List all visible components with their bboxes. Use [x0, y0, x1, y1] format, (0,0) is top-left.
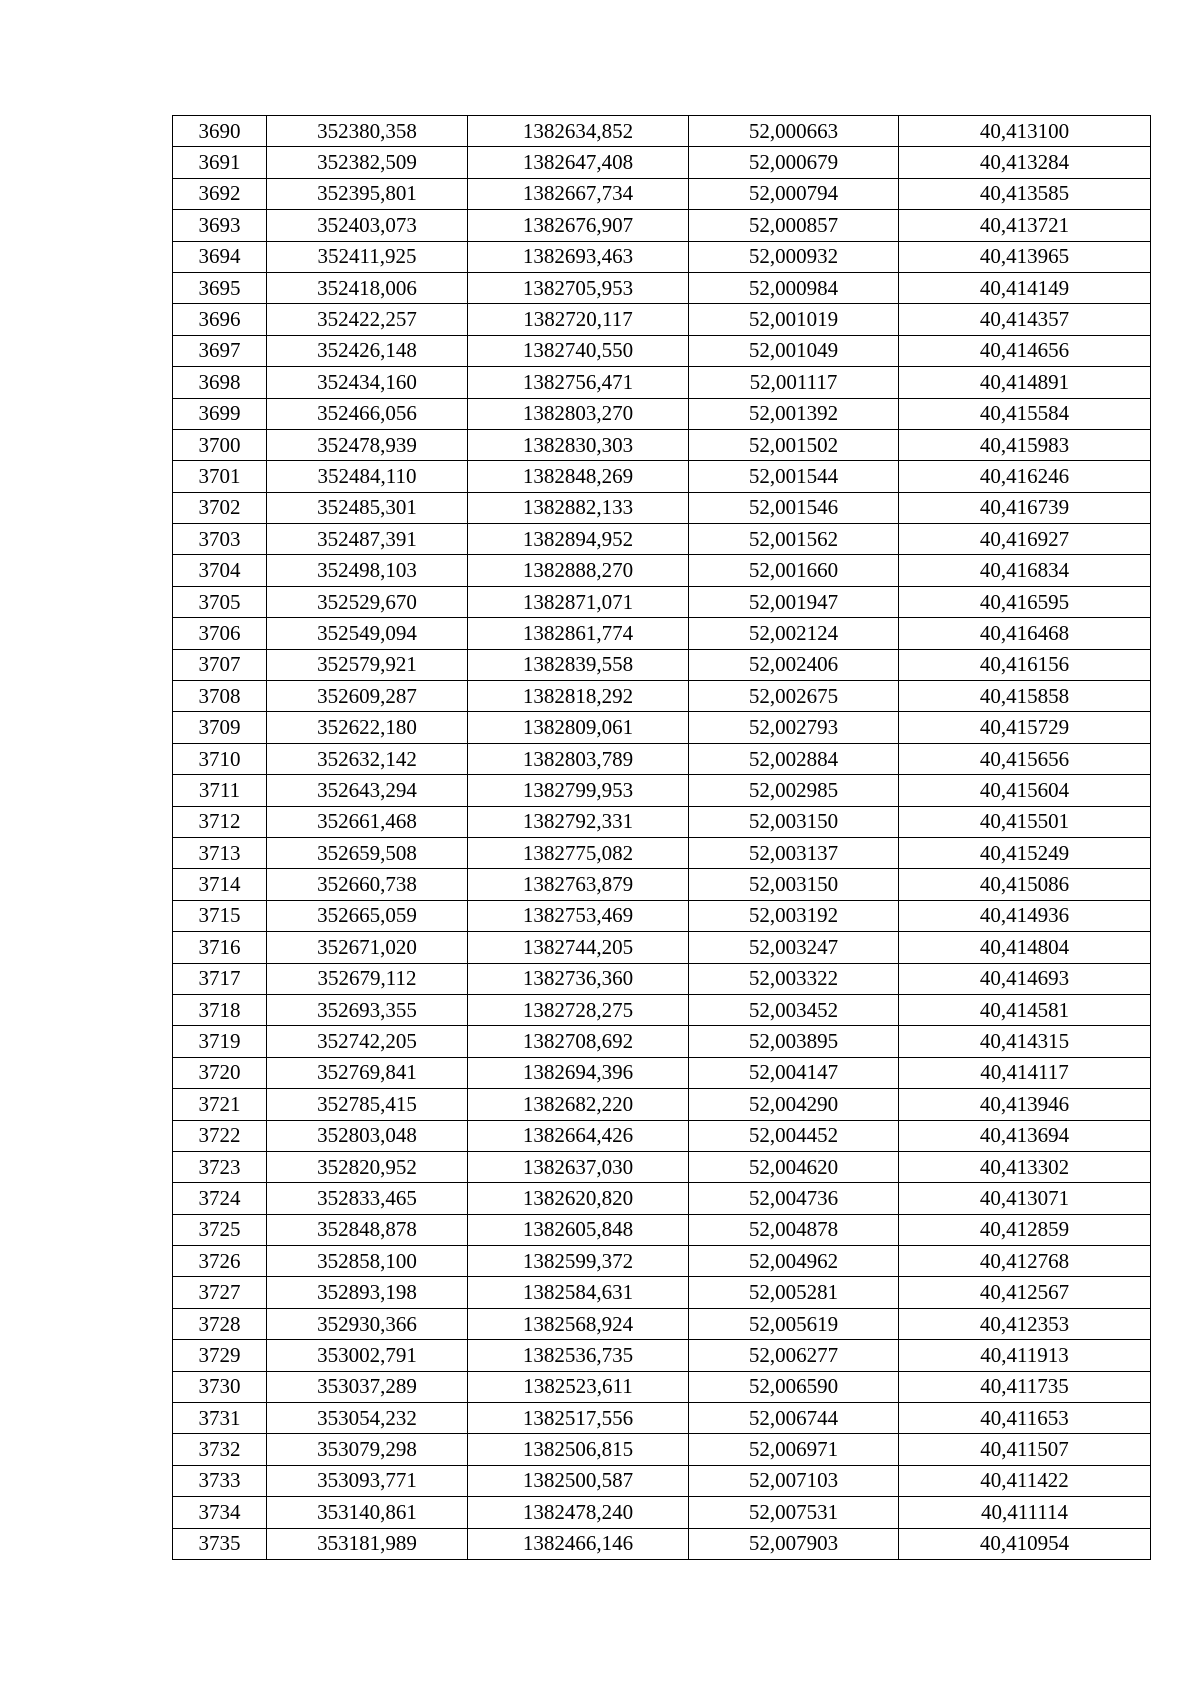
table-row — [173, 743, 1151, 774]
y-coordinate-cell: 1382647,408 — [468, 147, 689, 178]
latitude-cell: 52,003137 — [689, 837, 899, 868]
table-row — [173, 1183, 1151, 1214]
y-coordinate-cell: 1382756,471 — [468, 367, 689, 398]
table-row — [173, 272, 1151, 303]
latitude-cell: 52,000932 — [689, 241, 899, 272]
point-number-cell: 3705 — [173, 586, 267, 617]
y-coordinate-cell: 1382720,117 — [468, 304, 689, 335]
point-number-cell: 3699 — [173, 398, 267, 429]
y-coordinate-cell: 1382664,426 — [468, 1120, 689, 1151]
table-row — [173, 586, 1151, 617]
x-coordinate-cell: 353002,791 — [267, 1340, 468, 1371]
latitude-cell: 52,004290 — [689, 1089, 899, 1120]
point-number-cell: 3701 — [173, 461, 267, 492]
y-coordinate-cell: 1382894,952 — [468, 524, 689, 555]
table-row — [173, 900, 1151, 931]
table-row — [173, 1403, 1151, 1434]
point-number-cell: 3704 — [173, 555, 267, 586]
table-row — [173, 1057, 1151, 1088]
point-number-cell: 3700 — [173, 429, 267, 460]
table-row — [173, 1465, 1151, 1496]
table-row — [173, 1434, 1151, 1465]
y-coordinate-cell: 1382763,879 — [468, 869, 689, 900]
longitude-cell: 40,414656 — [899, 335, 1151, 366]
y-coordinate-cell: 1382803,270 — [468, 398, 689, 429]
point-number-cell: 3694 — [173, 241, 267, 272]
latitude-cell: 52,002884 — [689, 743, 899, 774]
point-number-cell: 3690 — [173, 116, 267, 147]
longitude-cell: 40,411114 — [899, 1497, 1151, 1528]
table-row — [173, 429, 1151, 460]
table-row — [173, 806, 1151, 837]
table-row — [173, 1528, 1151, 1559]
longitude-cell: 40,413965 — [899, 241, 1151, 272]
latitude-cell: 52,007903 — [689, 1528, 899, 1559]
longitude-cell: 40,415501 — [899, 806, 1151, 837]
longitude-cell: 40,413071 — [899, 1183, 1151, 1214]
x-coordinate-cell: 352742,205 — [267, 1026, 468, 1057]
latitude-cell: 52,001660 — [689, 555, 899, 586]
longitude-cell: 40,411422 — [899, 1465, 1151, 1496]
x-coordinate-cell: 353079,298 — [267, 1434, 468, 1465]
point-number-cell: 3693 — [173, 210, 267, 241]
y-coordinate-cell: 1382676,907 — [468, 210, 689, 241]
x-coordinate-cell: 352930,366 — [267, 1308, 468, 1339]
longitude-cell: 40,411507 — [899, 1434, 1151, 1465]
longitude-cell: 40,414693 — [899, 963, 1151, 994]
longitude-cell: 40,411913 — [899, 1340, 1151, 1371]
y-coordinate-cell: 1382568,924 — [468, 1308, 689, 1339]
x-coordinate-cell: 352643,294 — [267, 775, 468, 806]
point-number-cell: 3729 — [173, 1340, 267, 1371]
x-coordinate-cell: 352418,006 — [267, 272, 468, 303]
latitude-cell: 52,001562 — [689, 524, 899, 555]
latitude-cell: 52,001117 — [689, 367, 899, 398]
x-coordinate-cell: 352893,198 — [267, 1277, 468, 1308]
x-coordinate-cell: 352434,160 — [267, 367, 468, 398]
x-coordinate-cell: 352609,287 — [267, 681, 468, 712]
point-number-cell: 3717 — [173, 963, 267, 994]
x-coordinate-cell: 352858,100 — [267, 1246, 468, 1277]
x-coordinate-cell: 352380,358 — [267, 116, 468, 147]
longitude-cell: 40,415584 — [899, 398, 1151, 429]
table-row — [173, 837, 1151, 868]
latitude-cell: 52,001502 — [689, 429, 899, 460]
latitude-cell: 52,003192 — [689, 900, 899, 931]
y-coordinate-cell: 1382830,303 — [468, 429, 689, 460]
table-row — [173, 1214, 1151, 1245]
latitude-cell: 52,001546 — [689, 492, 899, 523]
point-number-cell: 3718 — [173, 994, 267, 1025]
y-coordinate-cell: 1382517,556 — [468, 1403, 689, 1434]
longitude-cell: 40,416834 — [899, 555, 1151, 586]
longitude-cell: 40,415249 — [899, 837, 1151, 868]
y-coordinate-cell: 1382861,774 — [468, 618, 689, 649]
point-number-cell: 3731 — [173, 1403, 267, 1434]
x-coordinate-cell: 353181,989 — [267, 1528, 468, 1559]
table-row — [173, 335, 1151, 366]
latitude-cell: 52,000857 — [689, 210, 899, 241]
table-row — [173, 461, 1151, 492]
longitude-cell: 40,413721 — [899, 210, 1151, 241]
table-row — [173, 712, 1151, 743]
x-coordinate-cell: 352769,841 — [267, 1057, 468, 1088]
latitude-cell: 52,003150 — [689, 806, 899, 837]
point-number-cell: 3695 — [173, 272, 267, 303]
point-number-cell: 3734 — [173, 1497, 267, 1528]
longitude-cell: 40,414357 — [899, 304, 1151, 335]
longitude-cell: 40,411735 — [899, 1371, 1151, 1402]
point-number-cell: 3733 — [173, 1465, 267, 1496]
x-coordinate-cell: 352579,921 — [267, 649, 468, 680]
x-coordinate-cell: 352693,355 — [267, 994, 468, 1025]
latitude-cell: 52,002124 — [689, 618, 899, 649]
y-coordinate-cell: 1382466,146 — [468, 1528, 689, 1559]
point-number-cell: 3707 — [173, 649, 267, 680]
y-coordinate-cell: 1382775,082 — [468, 837, 689, 868]
point-number-cell: 3708 — [173, 681, 267, 712]
table-row — [173, 1026, 1151, 1057]
x-coordinate-cell: 352622,180 — [267, 712, 468, 743]
point-number-cell: 3714 — [173, 869, 267, 900]
longitude-cell: 40,415604 — [899, 775, 1151, 806]
latitude-cell: 52,001019 — [689, 304, 899, 335]
y-coordinate-cell: 1382605,848 — [468, 1214, 689, 1245]
latitude-cell: 52,001947 — [689, 586, 899, 617]
latitude-cell: 52,001392 — [689, 398, 899, 429]
point-number-cell: 3712 — [173, 806, 267, 837]
point-number-cell: 3725 — [173, 1214, 267, 1245]
longitude-cell: 40,416927 — [899, 524, 1151, 555]
x-coordinate-cell: 352426,148 — [267, 335, 468, 366]
point-number-cell: 3719 — [173, 1026, 267, 1057]
table-row — [173, 116, 1151, 147]
table-row — [173, 304, 1151, 335]
latitude-cell: 52,000984 — [689, 272, 899, 303]
y-coordinate-cell: 1382536,735 — [468, 1340, 689, 1371]
longitude-cell: 40,413585 — [899, 178, 1151, 209]
x-coordinate-cell: 352785,415 — [267, 1089, 468, 1120]
x-coordinate-cell: 352665,059 — [267, 900, 468, 931]
x-coordinate-cell: 352382,509 — [267, 147, 468, 178]
y-coordinate-cell: 1382667,734 — [468, 178, 689, 209]
point-number-cell: 3728 — [173, 1308, 267, 1339]
longitude-cell: 40,415656 — [899, 743, 1151, 774]
latitude-cell: 52,000663 — [689, 116, 899, 147]
table-row — [173, 1497, 1151, 1528]
x-coordinate-cell: 352478,939 — [267, 429, 468, 460]
longitude-cell: 40,412567 — [899, 1277, 1151, 1308]
longitude-cell: 40,412353 — [899, 1308, 1151, 1339]
table-row — [173, 1340, 1151, 1371]
y-coordinate-cell: 1382818,292 — [468, 681, 689, 712]
longitude-cell: 40,416739 — [899, 492, 1151, 523]
coordinate-table-body — [173, 116, 1151, 1560]
y-coordinate-cell: 1382506,815 — [468, 1434, 689, 1465]
x-coordinate-cell: 353093,771 — [267, 1465, 468, 1496]
point-number-cell: 3722 — [173, 1120, 267, 1151]
table-row — [173, 681, 1151, 712]
x-coordinate-cell: 352484,110 — [267, 461, 468, 492]
latitude-cell: 52,000679 — [689, 147, 899, 178]
table-row — [173, 1120, 1151, 1151]
point-number-cell: 3698 — [173, 367, 267, 398]
y-coordinate-cell: 1382792,331 — [468, 806, 689, 837]
table-row — [173, 367, 1151, 398]
longitude-cell: 40,411653 — [899, 1403, 1151, 1434]
point-number-cell: 3709 — [173, 712, 267, 743]
x-coordinate-cell: 352422,257 — [267, 304, 468, 335]
x-coordinate-cell: 352679,112 — [267, 963, 468, 994]
x-coordinate-cell: 352659,508 — [267, 837, 468, 868]
point-number-cell: 3726 — [173, 1246, 267, 1277]
point-number-cell: 3706 — [173, 618, 267, 649]
latitude-cell: 52,002406 — [689, 649, 899, 680]
y-coordinate-cell: 1382584,631 — [468, 1277, 689, 1308]
longitude-cell: 40,415729 — [899, 712, 1151, 743]
x-coordinate-cell: 352485,301 — [267, 492, 468, 523]
x-coordinate-cell: 353140,861 — [267, 1497, 468, 1528]
y-coordinate-cell: 1382694,396 — [468, 1057, 689, 1088]
x-coordinate-cell: 352803,048 — [267, 1120, 468, 1151]
x-coordinate-cell: 352395,801 — [267, 178, 468, 209]
latitude-cell: 52,000794 — [689, 178, 899, 209]
y-coordinate-cell: 1382478,240 — [468, 1497, 689, 1528]
x-coordinate-cell: 353054,232 — [267, 1403, 468, 1434]
table-row — [173, 241, 1151, 272]
x-coordinate-cell: 352529,670 — [267, 586, 468, 617]
longitude-cell: 40,416156 — [899, 649, 1151, 680]
point-number-cell: 3735 — [173, 1528, 267, 1559]
y-coordinate-cell: 1382728,275 — [468, 994, 689, 1025]
x-coordinate-cell: 352671,020 — [267, 932, 468, 963]
point-number-cell: 3692 — [173, 178, 267, 209]
table-row — [173, 178, 1151, 209]
x-coordinate-cell: 352549,094 — [267, 618, 468, 649]
longitude-cell: 40,414149 — [899, 272, 1151, 303]
latitude-cell: 52,004962 — [689, 1246, 899, 1277]
longitude-cell: 40,416246 — [899, 461, 1151, 492]
latitude-cell: 52,004878 — [689, 1214, 899, 1245]
y-coordinate-cell: 1382871,071 — [468, 586, 689, 617]
latitude-cell: 52,005619 — [689, 1308, 899, 1339]
table-row — [173, 1246, 1151, 1277]
longitude-cell: 40,413284 — [899, 147, 1151, 178]
x-coordinate-cell: 352411,925 — [267, 241, 468, 272]
y-coordinate-cell: 1382799,953 — [468, 775, 689, 806]
y-coordinate-cell: 1382637,030 — [468, 1151, 689, 1182]
point-number-cell: 3720 — [173, 1057, 267, 1088]
x-coordinate-cell: 352833,465 — [267, 1183, 468, 1214]
point-number-cell: 3721 — [173, 1089, 267, 1120]
y-coordinate-cell: 1382682,220 — [468, 1089, 689, 1120]
x-coordinate-cell: 352661,468 — [267, 806, 468, 837]
y-coordinate-cell: 1382848,269 — [468, 461, 689, 492]
y-coordinate-cell: 1382523,611 — [468, 1371, 689, 1402]
latitude-cell: 52,002675 — [689, 681, 899, 712]
y-coordinate-cell: 1382882,133 — [468, 492, 689, 523]
point-number-cell: 3724 — [173, 1183, 267, 1214]
table-row — [173, 775, 1151, 806]
longitude-cell: 40,412768 — [899, 1246, 1151, 1277]
y-coordinate-cell: 1382839,558 — [468, 649, 689, 680]
table-row — [173, 963, 1151, 994]
latitude-cell: 52,003150 — [689, 869, 899, 900]
latitude-cell: 52,005281 — [689, 1277, 899, 1308]
y-coordinate-cell: 1382744,205 — [468, 932, 689, 963]
table-row — [173, 555, 1151, 586]
y-coordinate-cell: 1382599,372 — [468, 1246, 689, 1277]
point-number-cell: 3711 — [173, 775, 267, 806]
x-coordinate-cell: 353037,289 — [267, 1371, 468, 1402]
y-coordinate-cell: 1382708,692 — [468, 1026, 689, 1057]
longitude-cell: 40,415983 — [899, 429, 1151, 460]
latitude-cell: 52,006971 — [689, 1434, 899, 1465]
point-number-cell: 3702 — [173, 492, 267, 523]
point-number-cell: 3691 — [173, 147, 267, 178]
longitude-cell: 40,415858 — [899, 681, 1151, 712]
latitude-cell: 52,006590 — [689, 1371, 899, 1402]
x-coordinate-cell: 352820,952 — [267, 1151, 468, 1182]
latitude-cell: 52,004620 — [689, 1151, 899, 1182]
latitude-cell: 52,006277 — [689, 1340, 899, 1371]
table-row — [173, 618, 1151, 649]
x-coordinate-cell: 352632,142 — [267, 743, 468, 774]
point-number-cell: 3696 — [173, 304, 267, 335]
longitude-cell: 40,415086 — [899, 869, 1151, 900]
coordinate-table — [172, 115, 1151, 1560]
table-row — [173, 1277, 1151, 1308]
table-row — [173, 649, 1151, 680]
y-coordinate-cell: 1382693,463 — [468, 241, 689, 272]
point-number-cell: 3723 — [173, 1151, 267, 1182]
longitude-cell: 40,414315 — [899, 1026, 1151, 1057]
longitude-cell: 40,413100 — [899, 116, 1151, 147]
y-coordinate-cell: 1382888,270 — [468, 555, 689, 586]
y-coordinate-cell: 1382500,587 — [468, 1465, 689, 1496]
latitude-cell: 52,006744 — [689, 1403, 899, 1434]
x-coordinate-cell: 352466,056 — [267, 398, 468, 429]
x-coordinate-cell: 352848,878 — [267, 1214, 468, 1245]
y-coordinate-cell: 1382809,061 — [468, 712, 689, 743]
latitude-cell: 52,002985 — [689, 775, 899, 806]
table-row — [173, 1089, 1151, 1120]
y-coordinate-cell: 1382634,852 — [468, 116, 689, 147]
latitude-cell: 52,003247 — [689, 932, 899, 963]
point-number-cell: 3703 — [173, 524, 267, 555]
x-coordinate-cell: 352487,391 — [267, 524, 468, 555]
latitude-cell: 52,003452 — [689, 994, 899, 1025]
longitude-cell: 40,412859 — [899, 1214, 1151, 1245]
table-row — [173, 210, 1151, 241]
table-row — [173, 932, 1151, 963]
longitude-cell: 40,414581 — [899, 994, 1151, 1025]
latitude-cell: 52,001544 — [689, 461, 899, 492]
point-number-cell: 3710 — [173, 743, 267, 774]
latitude-cell: 52,002793 — [689, 712, 899, 743]
latitude-cell: 52,007531 — [689, 1497, 899, 1528]
point-number-cell: 3715 — [173, 900, 267, 931]
table-row — [173, 1308, 1151, 1339]
y-coordinate-cell: 1382740,550 — [468, 335, 689, 366]
x-coordinate-cell: 352498,103 — [267, 555, 468, 586]
table-row — [173, 994, 1151, 1025]
longitude-cell: 40,410954 — [899, 1528, 1151, 1559]
point-number-cell: 3732 — [173, 1434, 267, 1465]
point-number-cell: 3713 — [173, 837, 267, 868]
y-coordinate-cell: 1382736,360 — [468, 963, 689, 994]
longitude-cell: 40,416595 — [899, 586, 1151, 617]
longitude-cell: 40,413302 — [899, 1151, 1151, 1182]
table-row — [173, 524, 1151, 555]
point-number-cell: 3716 — [173, 932, 267, 963]
y-coordinate-cell: 1382803,789 — [468, 743, 689, 774]
longitude-cell: 40,414804 — [899, 932, 1151, 963]
table-row — [173, 147, 1151, 178]
y-coordinate-cell: 1382705,953 — [468, 272, 689, 303]
longitude-cell: 40,416468 — [899, 618, 1151, 649]
longitude-cell: 40,413694 — [899, 1120, 1151, 1151]
table-row — [173, 869, 1151, 900]
point-number-cell: 3727 — [173, 1277, 267, 1308]
latitude-cell: 52,004452 — [689, 1120, 899, 1151]
longitude-cell: 40,414117 — [899, 1057, 1151, 1088]
longitude-cell: 40,414936 — [899, 900, 1151, 931]
latitude-cell: 52,004736 — [689, 1183, 899, 1214]
table-row — [173, 398, 1151, 429]
table-row — [173, 1151, 1151, 1182]
longitude-cell: 40,413946 — [899, 1089, 1151, 1120]
x-coordinate-cell: 352660,738 — [267, 869, 468, 900]
latitude-cell: 52,003895 — [689, 1026, 899, 1057]
point-number-cell: 3730 — [173, 1371, 267, 1402]
longitude-cell: 40,414891 — [899, 367, 1151, 398]
point-number-cell: 3697 — [173, 335, 267, 366]
y-coordinate-cell: 1382620,820 — [468, 1183, 689, 1214]
latitude-cell: 52,003322 — [689, 963, 899, 994]
latitude-cell: 52,001049 — [689, 335, 899, 366]
latitude-cell: 52,004147 — [689, 1057, 899, 1088]
latitude-cell: 52,007103 — [689, 1465, 899, 1496]
table-row — [173, 492, 1151, 523]
table-row — [173, 1371, 1151, 1402]
x-coordinate-cell: 352403,073 — [267, 210, 468, 241]
y-coordinate-cell: 1382753,469 — [468, 900, 689, 931]
